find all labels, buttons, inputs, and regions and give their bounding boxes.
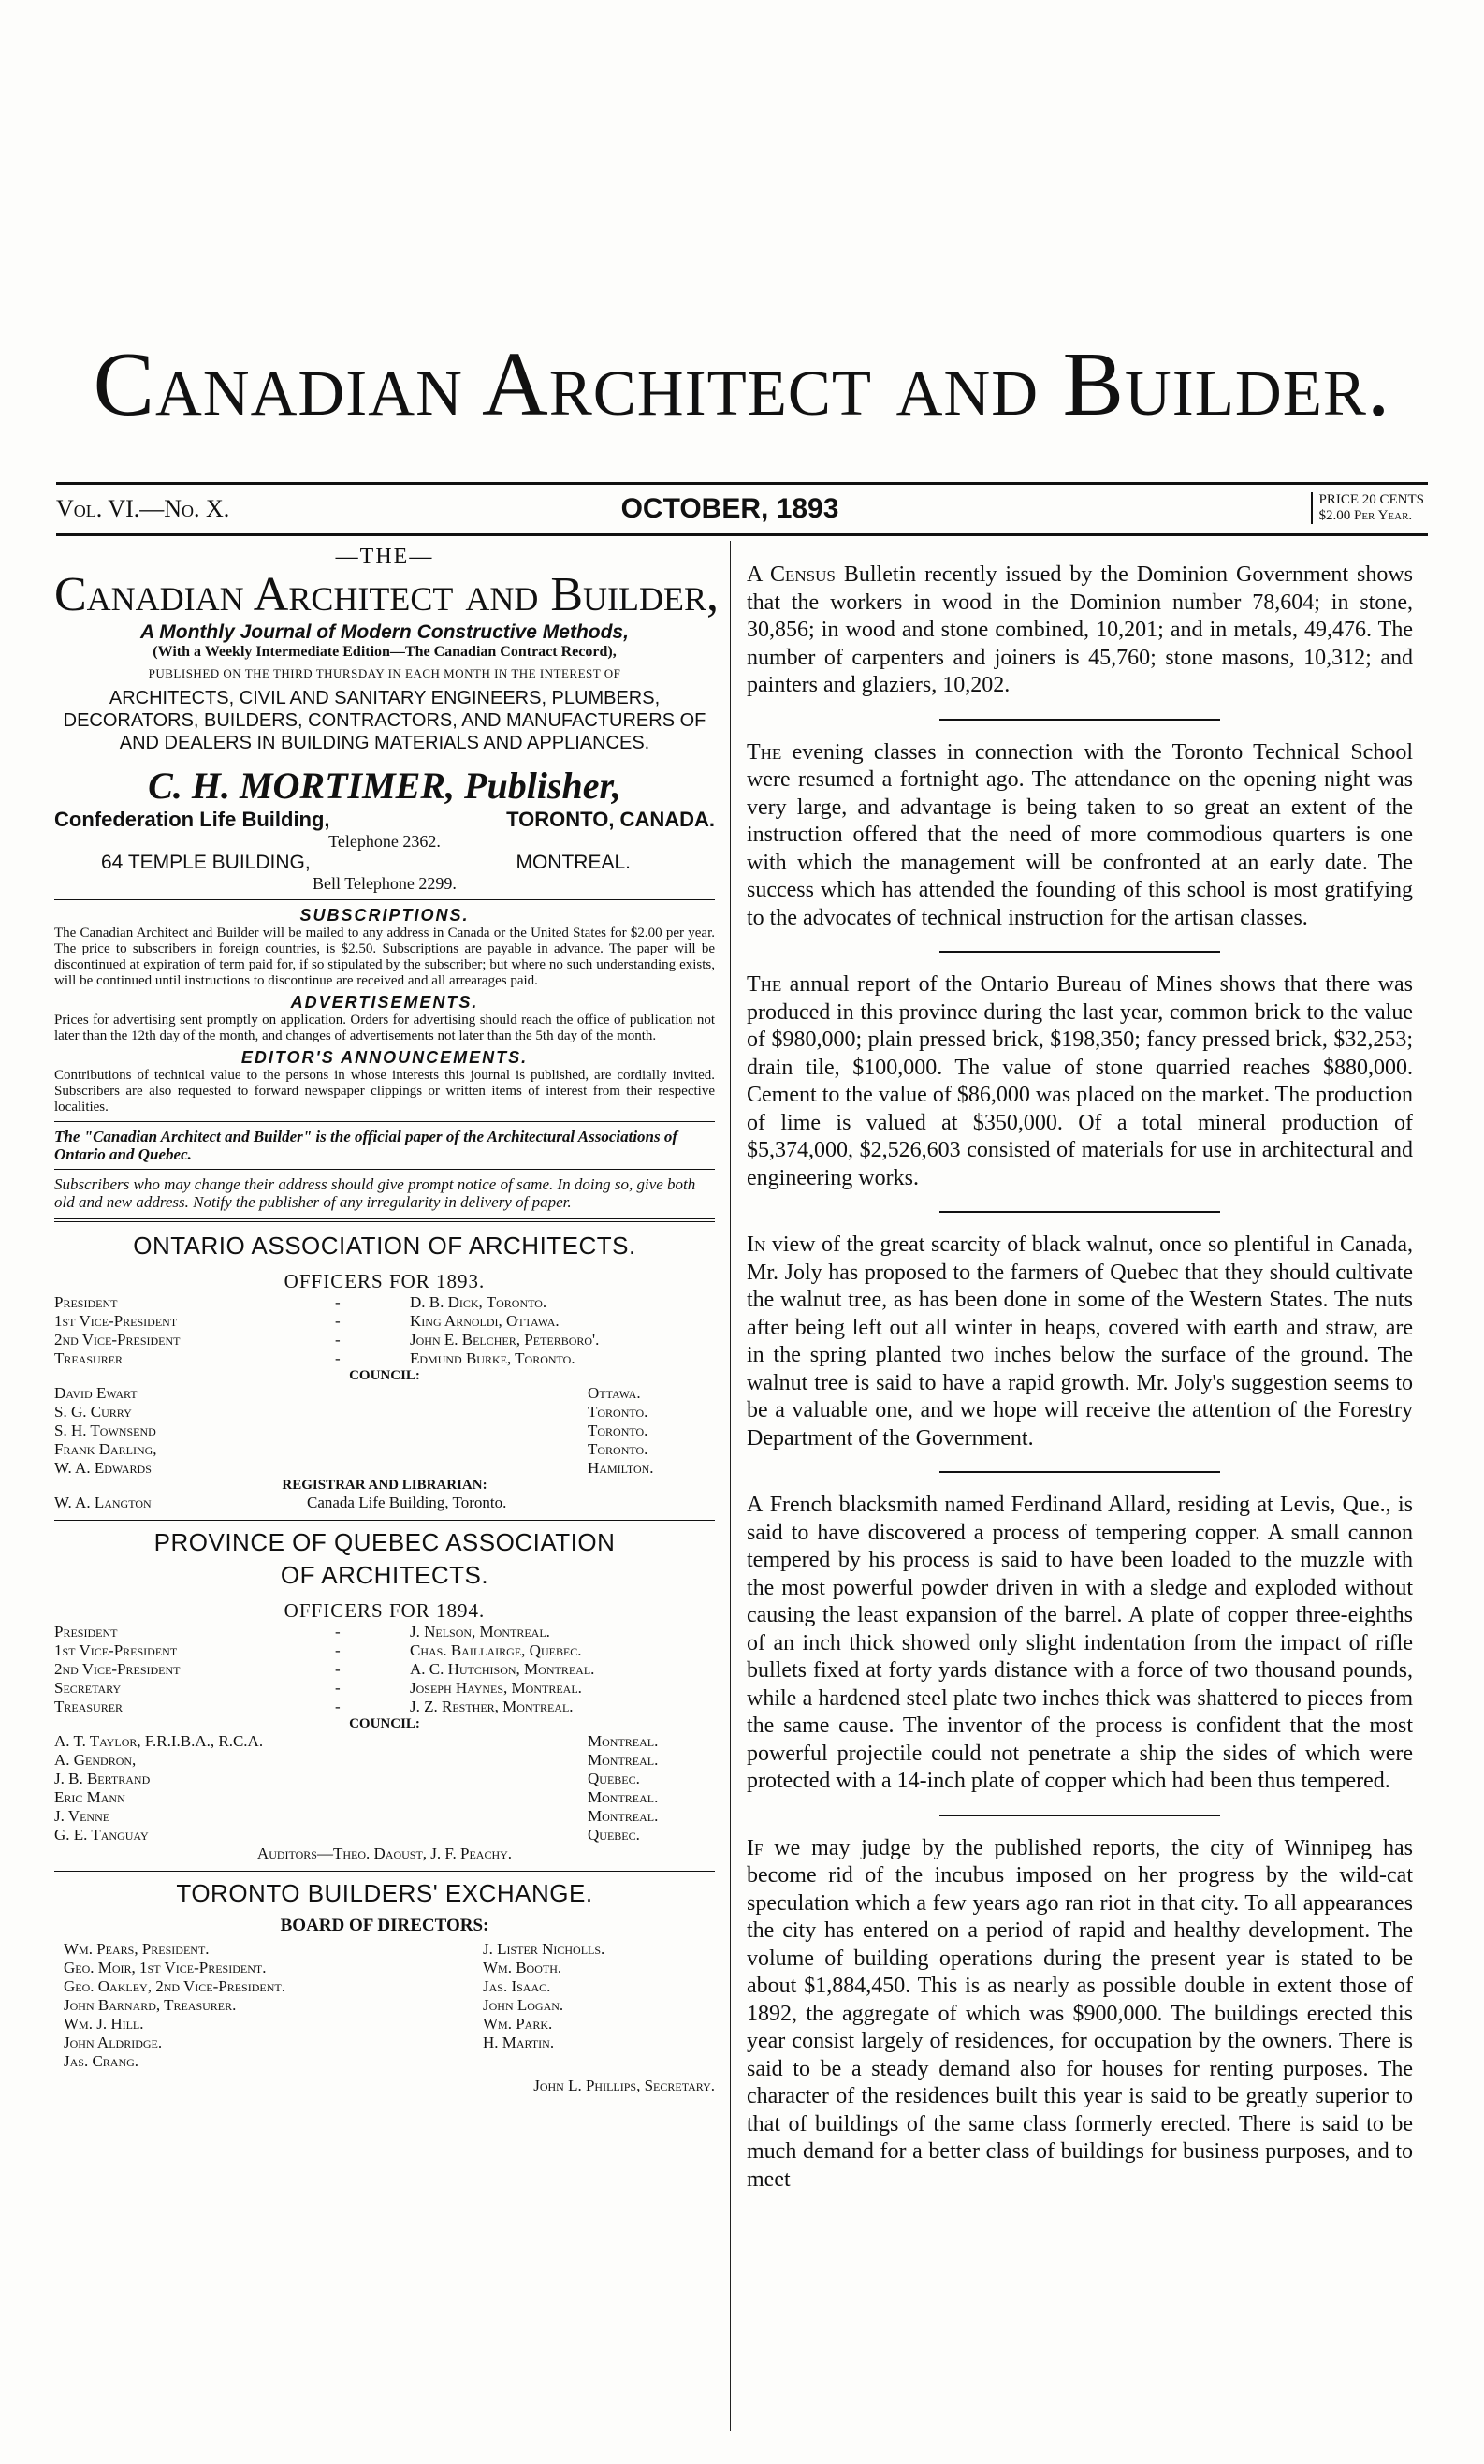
article-census	[747, 561, 1413, 700]
article-lead: If	[747, 1835, 764, 1860]
council-row	[54, 1384, 715, 1403]
director: Geo. Moir, 1st Vice-President.	[64, 1958, 267, 1976]
director: John Logan.	[483, 1995, 564, 2014]
council-row	[54, 1732, 715, 1751]
officer-role: President	[54, 1622, 118, 1640]
council-name: David Ewart	[54, 1383, 138, 1402]
article-lead: In	[747, 1232, 766, 1257]
office-toronto	[54, 808, 715, 832]
officer-row: President - D. B. Dick, Toronto.	[54, 1293, 715, 1312]
registrar-row	[54, 1494, 715, 1512]
officer-name: John E. Belcher, Peterboro'.	[410, 1330, 600, 1349]
article-lead: The	[747, 739, 782, 765]
director: John Aldridge.	[64, 2033, 163, 2051]
council-city: Montreal.	[588, 1750, 659, 1769]
publication-name: Canadian Architect and Builder,	[54, 568, 719, 621]
divider	[54, 1520, 715, 1521]
publisher-name: C. H. MORTIMER, Publisher,	[148, 764, 621, 807]
officer-row: Secretary - Joseph Haynes, Montreal.	[54, 1679, 715, 1698]
editors-text: Contributions of technical value to the persons in whose interests this journal is published, are cordially invited. Subscribers are also requested to forward newspaper clippings or written items of interest from their respective localities.	[54, 1067, 715, 1115]
article-separator	[939, 1211, 1220, 1213]
ontario-registrar-heading: REGISTRAR AND LIBRARIAN:	[282, 1477, 487, 1493]
exchange-heading: TORONTO BUILDERS' EXCHANGE.	[176, 1878, 593, 1907]
published-note: PUBLISHED ON THE THIRD THURSDAY IN EACH MONTH IN THE INTEREST OF	[148, 665, 621, 680]
council-name: A. Gendron,	[54, 1750, 137, 1769]
board-left	[64, 1940, 389, 2071]
masthead-rule-top	[56, 482, 1428, 485]
article-body: view of the great scarcity of black walnut, once so plentiful in Canada, Mr. Joly has proposed to the farmers of Quebec that they should cultivate the walnut tree, as has been done in some of the Western States. The nuts after being left out all winter in heaps, covered with earth and straw, are in the spring planted two inches below the surface of the ground. The walnut tree is said to have a rapid growth. Mr. Joly's suggestion seems to be a valuable one, and we hope will receive the attention of the Forestry Department of the Government.	[747, 1232, 1413, 1451]
ontario-association	[54, 1230, 715, 1521]
officer-name: J. Nelson, Montreal.	[410, 1622, 550, 1640]
article-lead: A Census	[747, 562, 836, 587]
council-row	[54, 1422, 715, 1440]
officer-name: J. Z. Resther, Montreal.	[410, 1697, 574, 1715]
council-row	[54, 1788, 715, 1807]
council-row	[54, 1770, 715, 1788]
office-toronto-city: TORONTO, CANADA.	[506, 807, 715, 831]
director: Wm. Booth.	[483, 1958, 562, 1976]
officer-role: 2nd Vice-President	[54, 1330, 181, 1349]
right-column	[747, 561, 1413, 2194]
officer-role: Treasurer	[54, 1697, 124, 1715]
divider	[54, 1871, 715, 1872]
director: Wm. Park.	[483, 2014, 553, 2033]
publication-box	[54, 545, 719, 1222]
council-name: S. H. Townsend	[54, 1421, 156, 1439]
council-row	[54, 1826, 715, 1844]
office-montreal-phone: Bell Telephone 2299.	[313, 873, 457, 893]
council-name: Frank Darling,	[54, 1439, 157, 1458]
publication-subtitle: A Monthly Journal of Modern Constructive Methods,	[140, 620, 629, 643]
officer-role: President	[54, 1292, 118, 1311]
council-city: Toronto.	[588, 1402, 648, 1421]
double-divider	[54, 1218, 715, 1222]
council-city: Toronto.	[588, 1421, 648, 1439]
officer-name: D. B. Dick, Toronto.	[410, 1292, 547, 1311]
council-city: Montreal.	[588, 1731, 659, 1750]
article-separator	[939, 951, 1220, 953]
article-body: we may judge by the published reports, the city of Winnipeg has become rid of the incubus imposed on her progress by the wild-cat speculation which a few years ago ran riot in that city. To all appearances the city has entered on a period of rapid and healthy development. The volume of building operations during the present year is stated to be about $1,884,450. This is as nearly as possible double in extent those of 1892, the aggregate of which was $900,000. The buildings erected this year consist largely of residences, for occupation by the owners. There is said to be a steady demand also for houses for renting purposes. The character of the residences built this year is said to be greatly superior to that of buildings of the same class formerly erected. There is said to be much demand for a better class of buildings for business purposes, and to meet	[747, 1835, 1413, 2192]
council-name: J. Venne	[54, 1806, 110, 1825]
officer-row: 1st Vice-President - King Arnoldi, Ottawa.	[54, 1312, 715, 1331]
article-black-walnut	[747, 1232, 1413, 1452]
officer-name: Joseph Haynes, Montreal.	[410, 1678, 582, 1697]
ontario-council-heading: COUNCIL:	[349, 1367, 420, 1383]
change-address-note: Subscribers who may change their address should give prompt notice of same. In doing so, give both old and new address. Notify the publisher of any irregularity in delivery of paper.	[54, 1174, 696, 1211]
issue-date: OCTOBER, 1893	[620, 493, 839, 524]
quebec-heading-line-2: OF ARCHITECTS.	[280, 1560, 489, 1589]
article-winnipeg	[747, 1835, 1413, 2194]
quebec-council-heading: COUNCIL:	[349, 1715, 420, 1731]
council-row	[54, 1440, 715, 1459]
office-montreal-building: 64 TEMPLE BUILDING,	[101, 851, 311, 873]
council-city: Quebec.	[588, 1825, 640, 1844]
officer-row: 1st Vice-President - Chas. Baillairge, Quebec.	[54, 1641, 715, 1660]
quebec-association	[54, 1526, 715, 1872]
council-row	[54, 1459, 715, 1478]
article-separator	[939, 1815, 1220, 1816]
masthead-rule-bottom	[56, 533, 1428, 536]
director: H. Martin.	[483, 2033, 555, 2051]
divider	[54, 899, 715, 900]
ontario-heading: ONTARIO ASSOCIATION OF ARCHITECTS.	[133, 1231, 636, 1260]
council-name: Eric Mann	[54, 1787, 125, 1806]
article-technical-school	[747, 739, 1413, 933]
officer-role: Treasurer	[54, 1349, 124, 1367]
officer-role: 1st Vice-President	[54, 1640, 178, 1659]
exchange-secretary: John L. Phillips, Secretary.	[533, 2076, 715, 2094]
article-tempered-copper	[747, 1492, 1413, 1796]
article-separator	[939, 719, 1220, 721]
ontario-officers	[54, 1293, 715, 1368]
article-bureau-of-mines	[747, 971, 1413, 1192]
council-city: Ottawa.	[588, 1383, 641, 1402]
officer-name: Edmund Burke, Toronto.	[410, 1349, 575, 1367]
registrar-address: Canada Life Building, Toronto.	[307, 1493, 507, 1511]
officer-row: 2nd Vice-President - A. C. Hutchison, Montreal.	[54, 1660, 715, 1679]
council-city: Montreal.	[588, 1806, 659, 1825]
price-box	[1311, 492, 1424, 524]
article-separator	[939, 1471, 1220, 1473]
officer-role: Secretary	[54, 1678, 122, 1697]
article-body: Bulletin recently issued by the Dominion Government shows that the workers in wood in the Dominion number 78,604; in stone, 30,856; in wood and stone combined, 10,201; and in metals, 49,476. The number of carpenters and joiners is 45,760; stone masons, 10,312; and painters and glaziers, 10,202.	[747, 562, 1413, 697]
subscriptions-heading: SUBSCRIPTIONS.	[299, 905, 470, 925]
officer-row: President - J. Nelson, Montreal.	[54, 1623, 715, 1641]
editors-heading: EDITOR'S ANNOUNCEMENTS.	[240, 1047, 529, 1067]
registrar-name: W. A. Langton	[54, 1493, 152, 1511]
officer-name: Chas. Baillairge, Quebec.	[410, 1640, 582, 1659]
officer-name: A. C. Hutchison, Montreal.	[410, 1659, 595, 1678]
officer-role: 1st Vice-President	[54, 1311, 178, 1330]
quebec-officers	[54, 1623, 715, 1716]
council-city: Quebec.	[588, 1769, 640, 1787]
officer-row: Treasurer - J. Z. Resther, Montreal.	[54, 1698, 715, 1716]
quebec-auditors: Auditors—Theo. Daoust, J. F. Peachy.	[256, 1844, 513, 1862]
divider	[54, 1169, 715, 1170]
board-directors	[54, 1940, 715, 2071]
column-divider	[730, 541, 731, 2431]
ontario-officers-heading: OFFICERS FOR 1893.	[284, 1269, 486, 1292]
council-city: Toronto.	[588, 1439, 648, 1458]
subscriptions-text: The Canadian Architect and Builder will be mailed to any address in Canada or the United States for $2.00 per year. The price to subscribers in foreign countries, is $2.50. Subscriptions are payable in advance. The paper will be discontinued at expiration of term paid for, if so stipulated by the subscriber; but where no such understanding exists, will be continued until instructions to discontinue are received and all arrearages paid.	[54, 925, 715, 988]
the-label: —THE—	[335, 545, 434, 569]
council-name: S. G. Curry	[54, 1402, 132, 1421]
board-heading: BOARD OF DIRECTORS:	[280, 1915, 489, 1935]
council-name: W. A. Edwards	[54, 1458, 152, 1477]
director: Wm. Pears, President.	[64, 1939, 210, 1958]
quebec-officers-heading: OFFICERS FOR 1894.	[284, 1598, 486, 1622]
office-toronto-building: Confederation Life Building,	[54, 807, 330, 831]
director: Jas. Isaac.	[483, 1976, 551, 1995]
council-city: Hamilton.	[588, 1458, 654, 1477]
article-body: evening classes in connection with the Toronto Technical School were resumed a fortnight ago. The attendance on the opening night was very large, and advantage is being taken to so great an extent of the instruction offered that the need of more commodious quarters is one with which the management will be confronted at an early date. The success which has attended the founding of this school is most gratifying to the advocates of technical instruction for the artisan classes.	[747, 739, 1413, 930]
council-row	[54, 1403, 715, 1422]
toronto-builders-exchange	[54, 1877, 715, 2095]
advertisements-text: Prices for advertising sent promptly on application. Orders for advertising should reach the office of publication not later than the 12th day of the month, and changes of advertisements not later than the 5th day of the month.	[54, 1012, 715, 1043]
council-row	[54, 1751, 715, 1770]
volume-number: Vol. VI.—No. X.	[56, 495, 230, 522]
masthead-title: Canadian Architect and Builder.	[93, 334, 1391, 435]
office-toronto-phone: Telephone 2362.	[328, 831, 441, 851]
officer-row: Treasurer - Edmund Burke, Toronto.	[54, 1349, 715, 1368]
article-body: French blacksmith named Ferdinand Allard, residing at Levis, Que., is said to have discovered a process of tempering copper. A small cannon tempered by his process is said to have been loaded to the muzzle with the most powerful powder driven in with a sledge and exploded without causing the least expansion of the barrel. A plate of copper three-eighths of an inch thick showed only slight indentation from the impact of rifle bullets fixed at forty yards distance with a force of two thousand pounds, while a hardened steel plate two inches thick was shattered to pieces from the same cause. The inventor of the process is confident that the most powerful projectile could not penetrate a ship the sides of which were protected with a 14-inch plate of copper which had been thus tempered.	[747, 1493, 1413, 1793]
price-line-2: $2.00 Per Year.	[1318, 508, 1413, 523]
office-montreal	[54, 852, 715, 874]
officer-role: 2nd Vice-President	[54, 1659, 181, 1678]
price-line-1: PRICE 20 CENTS	[1318, 492, 1424, 507]
director: J. Lister Nicholls.	[483, 1939, 605, 1958]
director: Jas. Crang.	[64, 2051, 139, 2070]
quebec-heading-line-1: PROVINCE OF QUEBEC ASSOCIATION	[153, 1527, 616, 1556]
director: John Barnard, Treasurer.	[64, 1995, 237, 2014]
director: Wm. J. Hill.	[64, 2014, 144, 2033]
council-city: Montreal.	[588, 1787, 659, 1806]
advertisements-heading: ADVERTISEMENTS.	[290, 992, 479, 1012]
divider	[54, 1121, 715, 1122]
official-paper-note: The "Canadian Architect and Builder" is the official paper of the Architectural Associations of Ontario and Quebec.	[54, 1127, 678, 1163]
council-name: J. B. Bertrand	[54, 1769, 151, 1787]
council-name: G. E. Tanguay	[54, 1825, 149, 1844]
interests-list: ARCHITECTS, CIVIL AND SANITARY ENGINEERS, PLUMBERS, DECORATORS, BUILDERS, CONTRACTORS, AND MANUFACTURERS OF AND DEALERS IN BUILDING MATERIALS AND APPLIANCES.	[63, 687, 706, 753]
article-lead: A	[747, 1493, 764, 1517]
director: Geo. Oakley, 2nd Vice-President.	[64, 1976, 285, 1995]
article-body: annual report of the Ontario Bureau of Mines shows that there was produced in this province during the last year, common brick to the value of $980,000; plain pressed brick, $198,350; fancy pressed brick, $32,253; drain tile, $100,000. The value of stone quarried reaches $880,000. Cement to the value of $86,000 was placed on the market. The production of lime is valued at $350,000. Of a total mineral production of $5,374,000, $2,526,603 consisted of materials for use in architectural and engineering works.	[747, 972, 1413, 1190]
office-montreal-city: MONTREAL.	[516, 851, 631, 873]
officer-row: 2nd Vice-President - John E. Belcher, Peterboro'.	[54, 1331, 715, 1349]
council-name: A. T. Taylor, F.R.I.B.A., R.C.A.	[54, 1731, 264, 1750]
edition-note: (With a Weekly Intermediate Edition—The Canadian Contract Record),	[153, 643, 617, 660]
ontario-council	[54, 1384, 715, 1478]
quebec-council	[54, 1732, 715, 1844]
left-column	[54, 545, 719, 2095]
council-row	[54, 1807, 715, 1826]
article-lead: The	[747, 972, 782, 997]
board-right	[389, 1940, 715, 2071]
officer-name: King Arnoldi, Ottawa.	[410, 1311, 560, 1330]
